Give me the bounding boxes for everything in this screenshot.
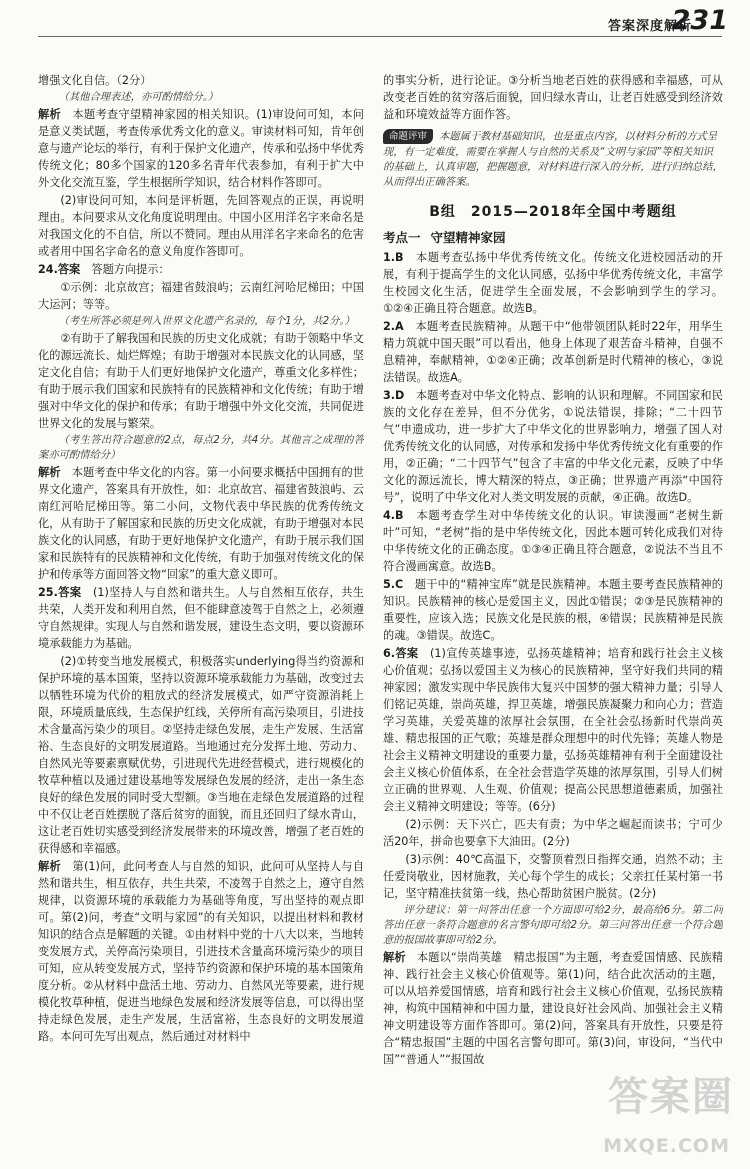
question-number: 24.答案 bbox=[38, 263, 81, 276]
scoring-note: （考生答出符合题意的2点，每点2分，共4分。其他言之成理的答案亦可酌情给分） bbox=[38, 434, 364, 461]
answer-text: 本题考查弘扬中华优秀传统文化。传统文化进校园活动的开展，有利于提高学生的文化认同感，弘扬中华优秀传统文化，丰富学生校园文化生活，促进学生全面发展，不会影响到学生的学习。①②④正确且符合题意。故选B。 bbox=[383, 250, 723, 315]
answer-text: (2)①转变当地发展模式，积极落实underlying得当约资源和保护环境的基本国策，坚持以资源环境承载能力为基础，改变过去以牺牲环境为代价的粗放式的经济发展模式，如严守资源消耗上限，环境质量底线，生态保护红线，关停所有高污染项目，引进技术含量高污染少的项目。②坚持走绿色发展，走生产发展、生活富裕、生态良好的文明发展道路。当地通过充分发挥土地、劳动力、自然风光等要素禀赋优势，引进现代先进经营模式，进行规模化的牧草种植以及通过建设基地等发展绿色发展的经济，走出一条生态良好的绿色发展的同时受大型额。③当地在走绿色发展道路的过程中不仅让老百姓摆脱了落后贫穷的面貌，而且还回归了绿水青山，这让老百姓切实感受到经济发展带来的环境改善，增强了老百姓的获得感和幸福感。 bbox=[38, 655, 364, 855]
question-25-answer bbox=[38, 584, 364, 652]
answer-text: 本题考查民族精神。从题干中“他带领团队耗时22年，用华生精力筑就中国天眼”可以看出，他身上体现了艰苦奋斗精神，自强不息精神，奉献精神，①②④正确；改革创新是时代精神的核心，③说法错误。故选A。 bbox=[383, 319, 723, 384]
answer-text: (3)示例：40℃高温下，交警顶着烈日指挥交通，岿然不动；主任爱岗敬业，因材施教，关心每个学生的成长；父亲扛任某村第一书记，坚守精准扶贫第一线，热心帮助贫困户脱贫。(2分) bbox=[383, 852, 723, 900]
answer-text: (1)宣传英雄事迹，弘扬英雄精神；培育和践行社会主义核心价值观；弘扬以爱国主义为核心的民族精神，坚守好我们共同的精神家园；激发实现中华民族伟大复兴中国梦的强大精神力量；引导人们铭记英雄，崇尚英雄，捍卫英雄，增强民族凝聚力和向心力；营造学习英雄，关爱英雄的浓厚社会氛围，在全社会弘扬新时代崇尚英雄、精忠报国的正气歌；英雄是群众理想中的时代先锋；英雄人物是社会主义精神文明建设的重要力量，弘扬英雄精神有利于全面建设社会主义核心价值体系，在全社会营造学英雄的浓厚氛围，引导人们树立正确的世界观、人生观、价值观；提高公民思想道德素质，加强社会主义精神文明建设；等等。(6分) bbox=[383, 646, 723, 813]
right-column bbox=[383, 72, 723, 1069]
answer-text: 题干中的“精神宝库”就是民族精神。本题主要考查民族精神的知识。民族精神的核心是爱国主义，因此①错误；②③是民族精神的重要性，应该入选；民族文化是民族的根，④错误；民族精神是民族的魂。③错误。故选C。 bbox=[383, 577, 723, 642]
analysis-label: 解析 bbox=[38, 860, 61, 873]
answer-item bbox=[383, 576, 723, 644]
scoring-note: （其他合理表述，亦可酌情给分。） bbox=[58, 91, 219, 103]
topic-title: 守望精神家园 bbox=[430, 229, 506, 245]
answer-item bbox=[383, 507, 723, 575]
page-header bbox=[0, 0, 750, 44]
answer-item bbox=[383, 645, 723, 815]
answer-item bbox=[383, 318, 723, 386]
answer-text: 答题方向提示： bbox=[91, 263, 170, 276]
answer-text: 本题考查对中华文化特点、影响的认识和理解。不同国家和民族的文化存在差异，但不分优劣，①说法错误，排除；“二十四节气”申遗成功，进一步扩大了中华文化的世界影响力，增强了国人对优秀传统文化的认同感，对传承和发扬中华优秀传统文化有重要的作用，②正确；“二十四节气”包含了丰富的中华文化元素，反映了中华文化的源远流长，博大精深的特点，③正确；世界遗产再添“中国符号”，说明了中华文化对人类文明发展的贡献，④正确。故选D。 bbox=[383, 388, 723, 504]
exam-commentary bbox=[383, 129, 723, 190]
analysis-text: 本题以“崇尚英雄 精忠报国”为主题，考查爱国情感、民族精神、践行社会主义核心价值观等。第(1)问，结合此次活动的主题，可以从培养爱国情感，培育和践行社会主义核心价值观，弘扬民族精神，构筑中国精神和中国力量，建设良好社会风尚、加强社会主义精神文明建设等方面作答即可。第(2)问，答案具有开放性，只要是符合“精忠报国”主题的中国名言警句即可。第(3)问，审设问，“当代中国”“普通人”“报国故 bbox=[383, 950, 723, 1066]
analysis-text: 的事实分析，进行论证。③分析当地老百姓的获得感和幸福感，可从改变老百姓的贫穷落后面貌，回归绿水青山，让老百姓感受到经济效益和环境效益等方面作答。 bbox=[383, 74, 723, 121]
answer-text: (1)坚持人与自然和谐共生。人与自然相互依存，共生共荣，人类开发和利用自然，但不能肆意凌驾于自然之上，必须遵守自然规律。实现人与自然和谐发展，建设生态文明，要以资源环境承载能力为基础。 bbox=[38, 586, 364, 650]
commentary-tag-icon: 命题评审 bbox=[383, 129, 433, 144]
analysis-paragraph bbox=[38, 106, 364, 191]
analysis-text: 第(1)问，此问考查人与自然的知识，此问可从坚持人与自然和谐共生，相互依存，共生共荣，不凌驾于自然之上，遵守自然规律，以资源环境的承载能力为基础等角度，写出坚持的观点即可。第(2)问，考查“文明与家园”的有关知识，以提出材料和教材知识的结合点是解题的关键。①由材料中党的十八大以来，当地转变发展方式，关停高污染项目，引进技术含量高环境污染少的项目可知，应从转变发展方式，坚持节约资源和保护环境的基本国策角度分析。②从材料中盘活土地、劳动力、自然风光等要素，进行规模化牧草种植，促进当地绿色发展和经济发展等信息，可以得出坚持走绿色发展，走生产发展，生活富裕，生态良好的文明发展道路。本问可先写出观点，然后通过对材料中 bbox=[38, 860, 364, 1043]
analysis-label: 解析 bbox=[383, 950, 406, 964]
question-24-answer bbox=[38, 261, 364, 278]
answer-number: 2.A bbox=[383, 319, 404, 333]
answer-text: ②有助于了解我国和民族的历史文化成就；有助于领略中华文化的源远流长、灿烂辉煌；有助于增强对本民族文化的认同感，坚定文化自信；有助于人们更好地保护文化遗产，尊重文化多样性；有助于展示我们国家和民族特有的民族精神和文化传统；有助于增强对中华文化的保护和传承；有助于增强中外文化交流，共同促进世界文化的发展与繁荣。 bbox=[38, 332, 364, 430]
analysis-paragraph bbox=[38, 464, 364, 583]
commentary-text: 本题属于教材基础知识，也是重点内容，以材料分析的方式呈现，有一定难度，需要在掌握人与自然的关系及“文明与家园”等相关知识的基础上，认真审题，把握题意，对材料进行深入的分析，进行归纳总结，从而得出正确答案。 bbox=[383, 130, 723, 188]
scoring-note: 评分建议：第一问答出任意一个方面即可给2分，最高给6分。第二问答出任意一条符合题意的名言警句即可给2分。第三问答出任意一个符合题意的报国故事即可给2分。 bbox=[383, 903, 723, 946]
answer-number: 3.D bbox=[383, 388, 405, 402]
header-title: 答案深度解析 bbox=[607, 19, 692, 34]
left-column bbox=[38, 72, 364, 1046]
watermark-logo bbox=[594, 1075, 734, 1155]
watermark-url: MXQE.COM bbox=[603, 1135, 730, 1157]
answer-text: ①示例：北京故宫；福建省鼓浪屿；云南红河哈尼梯田；中国大运河；等等。 bbox=[38, 281, 364, 311]
analysis-text: 本题考查守望精神家园的相关知识。(1)审设问可知，本问是意义类试题，考查传承优秀文化的意义。审读材料可知，肯年创意与遗产论坛的举行，有利于保护文化遗产，传承和弘扬中华优秀传统文化；80多个国家的120多名青年代表参加，有利于扩大中外文化交流互鉴，学生根据所学知识，结合材料作答即可。 bbox=[38, 108, 364, 189]
answer-text: 增强文化自信。（2分） bbox=[38, 74, 152, 87]
topic-label: 考点一 bbox=[383, 229, 421, 245]
question-number: 25.答案 bbox=[38, 586, 82, 599]
analysis-text: (2)审设问可知，本问是评析题，先回答观点的正误，再说明理由。本问要求从文化角度说明理由。中国小区用洋名字来命名是对我国文化的不自信，所以不赞同。理由从用洋名字来命名的危害或者用中国名字命名的意义角度作答即可。 bbox=[38, 194, 364, 258]
topic-heading bbox=[383, 229, 723, 246]
answer-number: 6.答案 bbox=[383, 646, 419, 660]
page-number: 231 bbox=[671, 5, 728, 36]
answer-item bbox=[383, 387, 723, 506]
analysis-paragraph bbox=[38, 858, 364, 1045]
analysis-label: 解析 bbox=[38, 466, 61, 479]
analysis-paragraph bbox=[383, 949, 723, 1068]
answer-number: 4.B bbox=[383, 508, 404, 522]
answer-number: 1.B bbox=[383, 250, 404, 264]
group-title: B组 2015—2018年全国中考题组 bbox=[429, 203, 677, 220]
answer-text: 本题考查学生对中华传统文化的认识。审读漫画“老树生新叶”可知，“老树”指的是中华传统文化，因此本题可转化成我们对待中华传统文化的正确态度。①③④正确且符合题意，②说法不当且不符合漫画寓意。故选B。 bbox=[383, 508, 723, 573]
analysis-text: 本题考查中华文化的内容。第一小问要求概括中国拥有的世界文化遗产，答案具有开放性，如：北京故宫、福建省鼓浪屿、云南红河哈尼梯田等。第二小问，文物代表中华民族的优秀传统文化，从有助于了解国家和民族的历史文化成就，有助于增强对本民族文化的认同感，有助于更好地保护文化遗产，有助于展示我们国家和民族特有的民族精神和文化传统，有助于加强对传统文化的保护和传承等方面回答文物“回家”的重大意义即可。 bbox=[38, 466, 364, 581]
answer-number: 5.C bbox=[383, 577, 404, 591]
analysis-label: 解析 bbox=[38, 108, 61, 121]
scoring-note: （考生所答必须是列入世界文化遗产名录的，每个1分，共2分。） bbox=[58, 315, 355, 327]
header-rule bbox=[38, 36, 722, 37]
answer-item bbox=[383, 249, 723, 317]
answer-text: (2)示例：天下兴亡，匹夫有责；为中华之崛起而读书；宁可少活20年，拼命也要拿下大油田。(2分) bbox=[383, 817, 723, 848]
watermark-text: 答案圈 bbox=[608, 1074, 734, 1120]
